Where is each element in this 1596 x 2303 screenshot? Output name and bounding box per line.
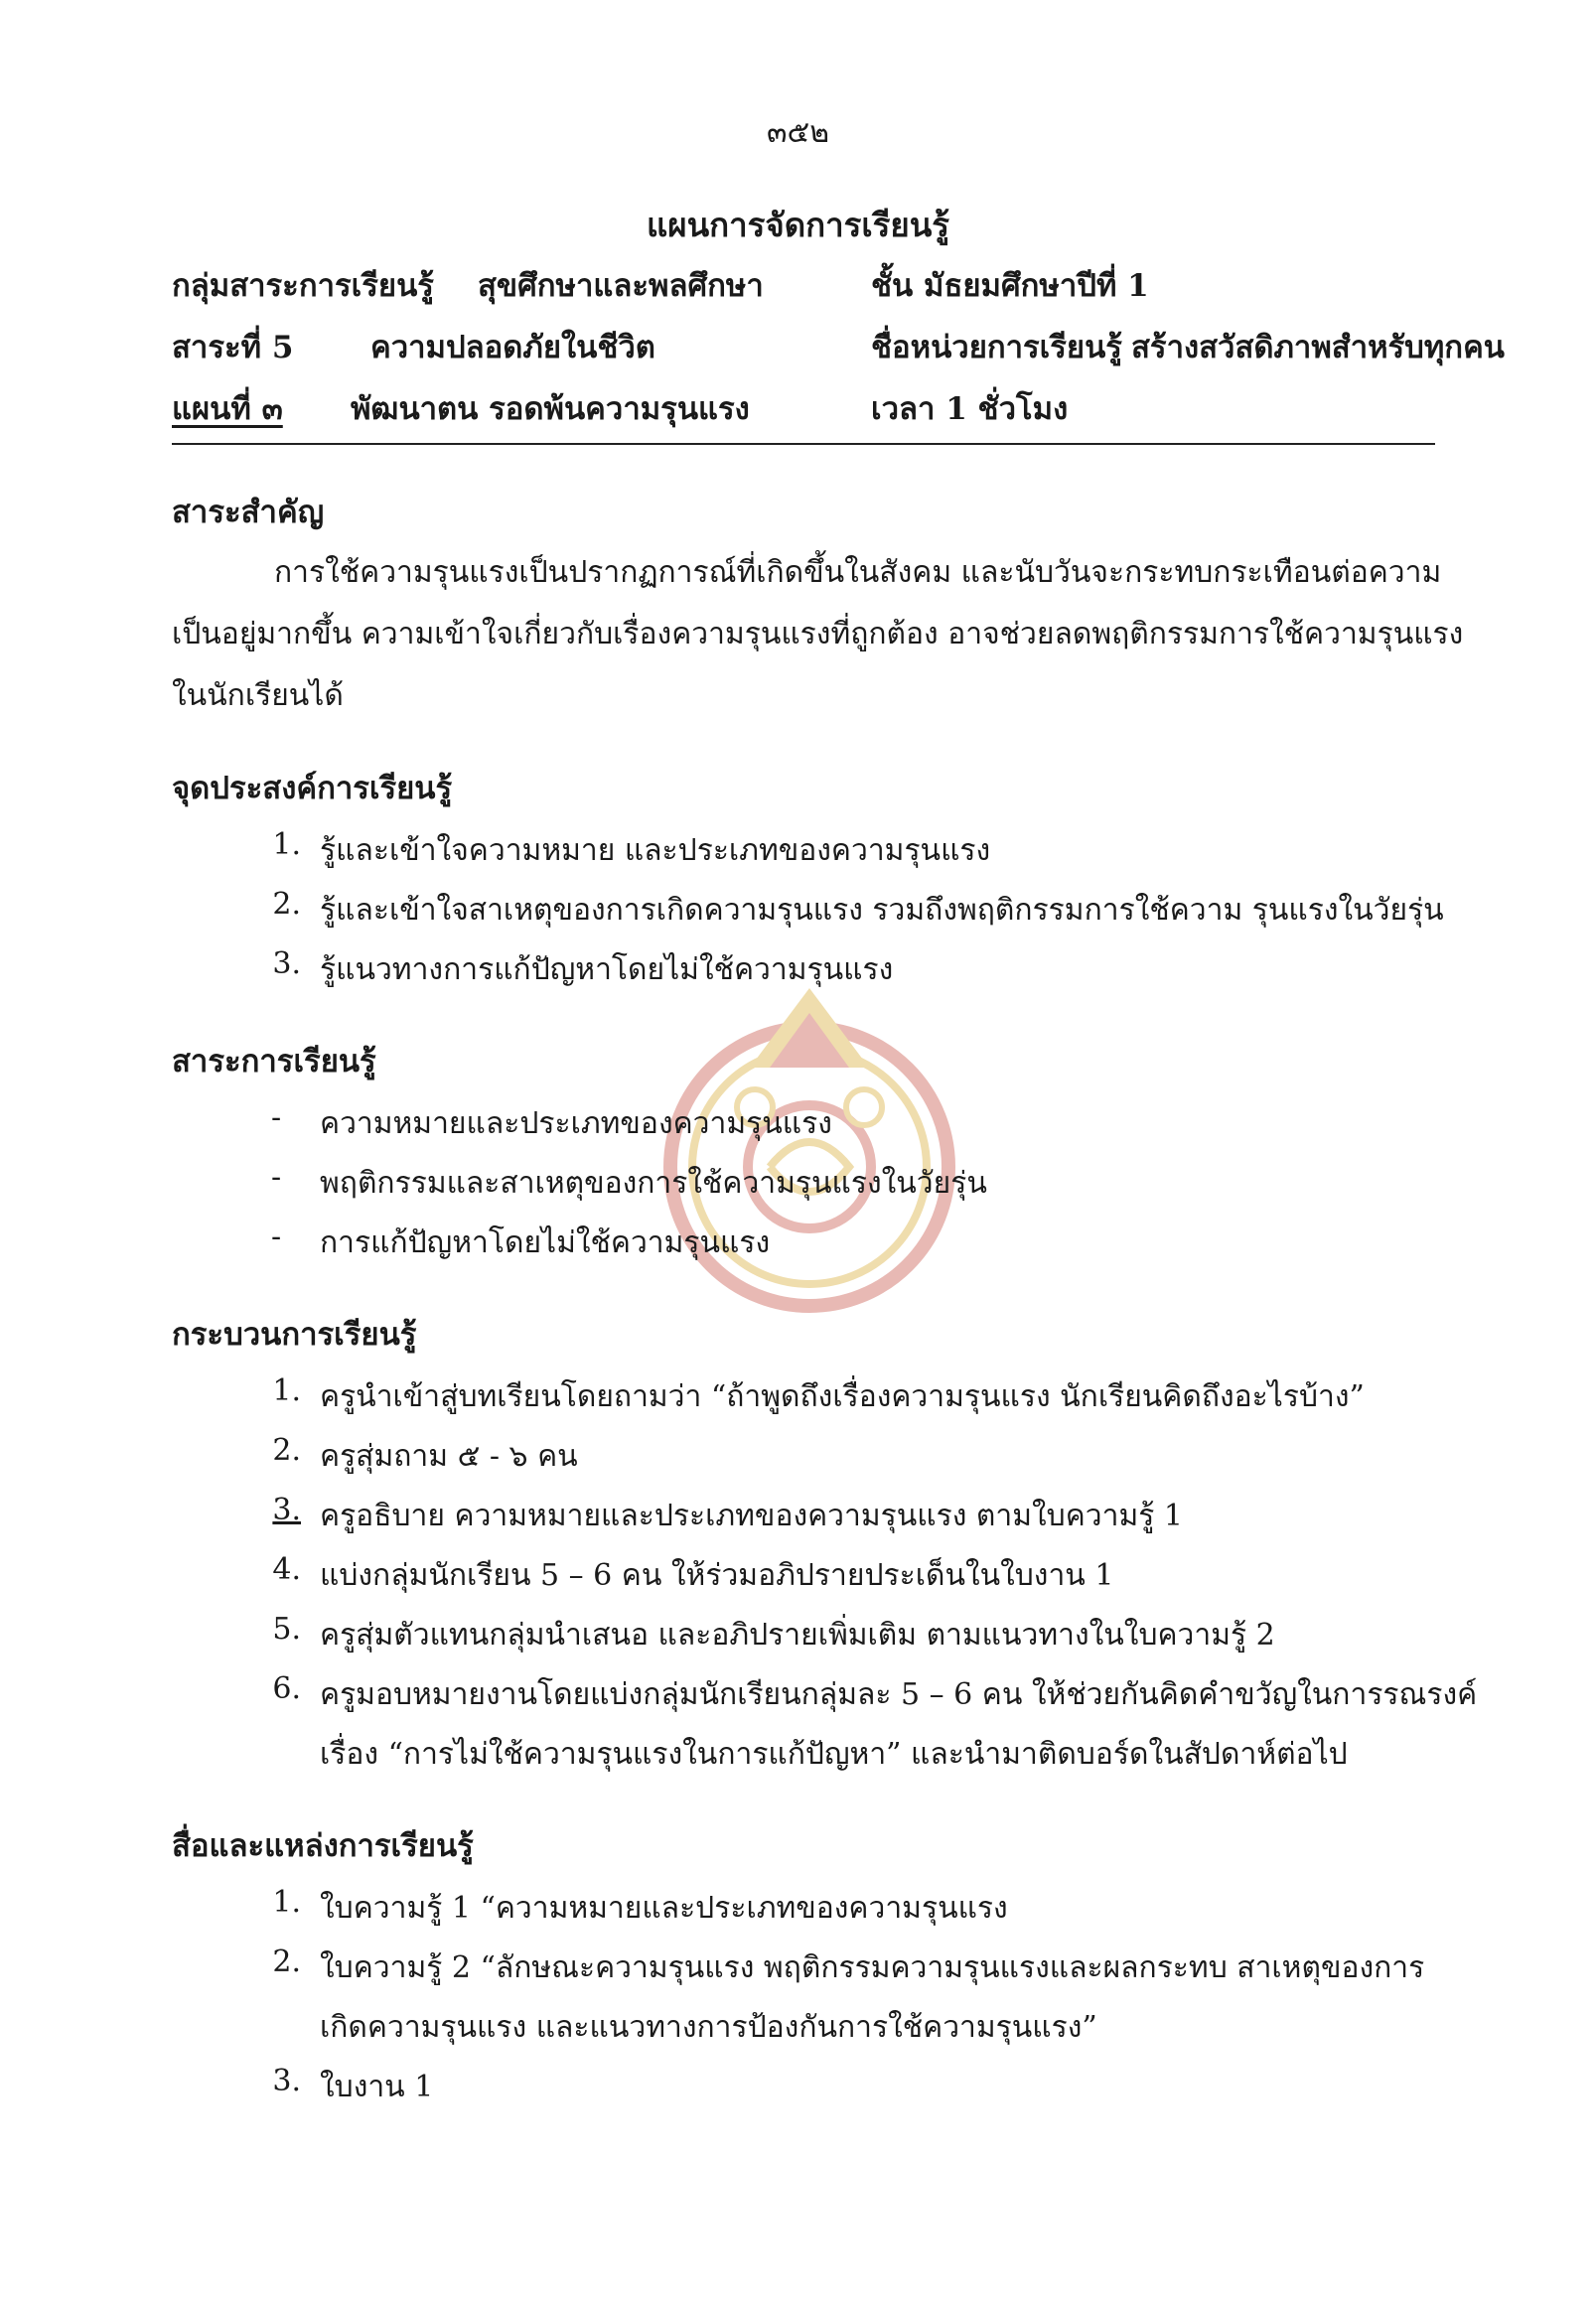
process-number: 6. [272,1671,301,1706]
objective-number: 3. [272,946,301,981]
header-row-plan [172,383,1463,427]
objective-text: รู้และเข้าใจความหมาย และประเภทของความรุนแรง [320,833,991,868]
bullet-dash: - [271,1100,282,1135]
content-heading: สาระการเรียนรู้ [172,1044,376,1080]
office-emblem-watermark [651,978,968,1321]
page-title: แผนการจัดการเรียนรู้ [646,206,950,244]
page-number: ๓๕๒ [767,115,829,150]
objectives-heading: จุดประสงค์การเรียนรู้ [172,771,453,806]
media-number: 2. [272,1944,301,1979]
content-item: การแก้ปัญหาโดยไม่ใช้ความรุนแรง [320,1225,771,1260]
content-item: ความหมายและประเภทของความรุนแรง [320,1106,832,1141]
grade-level: ชั้น มัธยมศึกษาปีที่ 1 [871,268,1149,304]
header-row-learning-area [172,260,1463,304]
process-text: ครูสุ่มถาม ๕ - ๖ คน [320,1439,578,1474]
media-text: ใบงาน 1 [320,2070,434,2104]
objective-number: 1. [272,827,301,862]
strand-label: สาระที่ 5 [172,330,294,365]
process-number: 5. [272,1612,301,1647]
content-item: พฤติกรรมและสาเหตุของการใช้ความรุนแรงในวัยรุ่น [320,1166,987,1201]
key-concept-line: การใช้ความรุนแรงเป็นปรากฏการณ์ที่เกิดขึ้นในสังคม และนับวันจะกระทบกระเทือนต่อความ [274,555,1442,590]
strand-value: ความปลอดภัยในชีวิต [370,330,655,365]
objective-number: 2. [272,887,301,922]
process-text: ครูมอบหมายงานโดยแบ่งกลุ่มนักเรียนกลุ่มละ 5 – 6 คน ให้ช่วยกันคิดคำขวัญในการรณรงค์ [320,1677,1478,1712]
process-number: 1. [272,1373,301,1408]
process-text: ครูนำเข้าสู่บทเรียนโดยถามว่า “ถ้าพูดถึงเรื่องความรุนแรง นักเรียนคิดถึงอะไรบ้าง” [320,1379,1365,1414]
process-heading: กระบวนการเรียนรู้ [172,1317,417,1353]
process-number: 3. [272,1493,301,1527]
unit-label: ชื่อหน่วยการเรียนรู้ [871,330,1122,365]
bullet-dash: - [271,1160,282,1195]
plan-value: พัฒนาตน รอดพ้นความรุนแรง [351,391,750,427]
key-concept-line: เป็นอยู่มากขึ้น ความเข้าใจเกี่ยวกับเรื่องความรุนแรงที่ถูกต้อง อาจช่วยลดพฤติกรรมการใช้ความรุนแรง [172,617,1464,651]
time-duration: เวลา 1 ชั่วโมง [871,391,1069,427]
objective-text: รู้และเข้าใจสาเหตุของการเกิดความรุนแรง รวมถึงพฤติกรรมการใช้ความ รุนแรงในวัยรุ่น [320,893,1444,928]
key-concept-line: ในนักเรียนได้ [172,678,344,713]
media-number: 3. [272,2064,301,2098]
process-number: 4. [272,1552,301,1587]
unit-value: สร้างสวัสดิภาพสำหรับทุกคน [1131,330,1505,365]
media-text: ใบความรู้ 1 “ความหมายและประเภทของความรุนแรง [320,1891,1008,1926]
process-text: แบ่งกลุ่มนักเรียน 5 – 6 คน ให้ร่วมอภิปรายประเด็นในใบงาน 1 [320,1558,1114,1593]
objective-text: รู้แนวทางการแก้ปัญหาโดยไม่ใช้ความรุนแรง [320,952,894,987]
plan-label: แผนที่ ๓ [172,391,283,427]
learning-area-label: กลุ่มสาระการเรียนรู้ [172,268,434,304]
process-text-continued: เรื่อง “การไม่ใช้ความรุนแรงในการแก้ปัญหา” และนำมาติดบอร์ดในสัปดาห์ต่อไป [320,1737,1348,1772]
media-text-continued: เกิดความรุนแรง และแนวทางการป้องกันการใช้ความรุนแรง” [320,2010,1097,2045]
media-number: 1. [272,1885,301,1920]
header-divider [172,443,1435,445]
process-text: ครูอธิบาย ความหมายและประเภทของความรุนแรง ตามใบความรู้ 1 [320,1499,1183,1533]
process-text: ครูสุ่มตัวแทนกลุ่มนำเสนอ และอภิปรายเพิ่มเติม ตามแนวทางในใบความรู้ 2 [320,1618,1275,1653]
key-concept-heading: สาระสำคัญ [172,495,325,530]
media-text: ใบความรู้ 2 “ลักษณะความรุนแรง พฤติกรรมความรุนแรงและผลกระทบ สาเหตุของการ [320,1950,1425,1985]
media-heading: สื่อและแหล่งการเรียนรู้ [172,1828,474,1864]
learning-area-value: สุขศึกษาและพลศึกษา [478,268,764,304]
process-number: 2. [272,1433,301,1468]
bullet-dash: - [271,1220,282,1254]
header-row-strand [172,322,1505,365]
